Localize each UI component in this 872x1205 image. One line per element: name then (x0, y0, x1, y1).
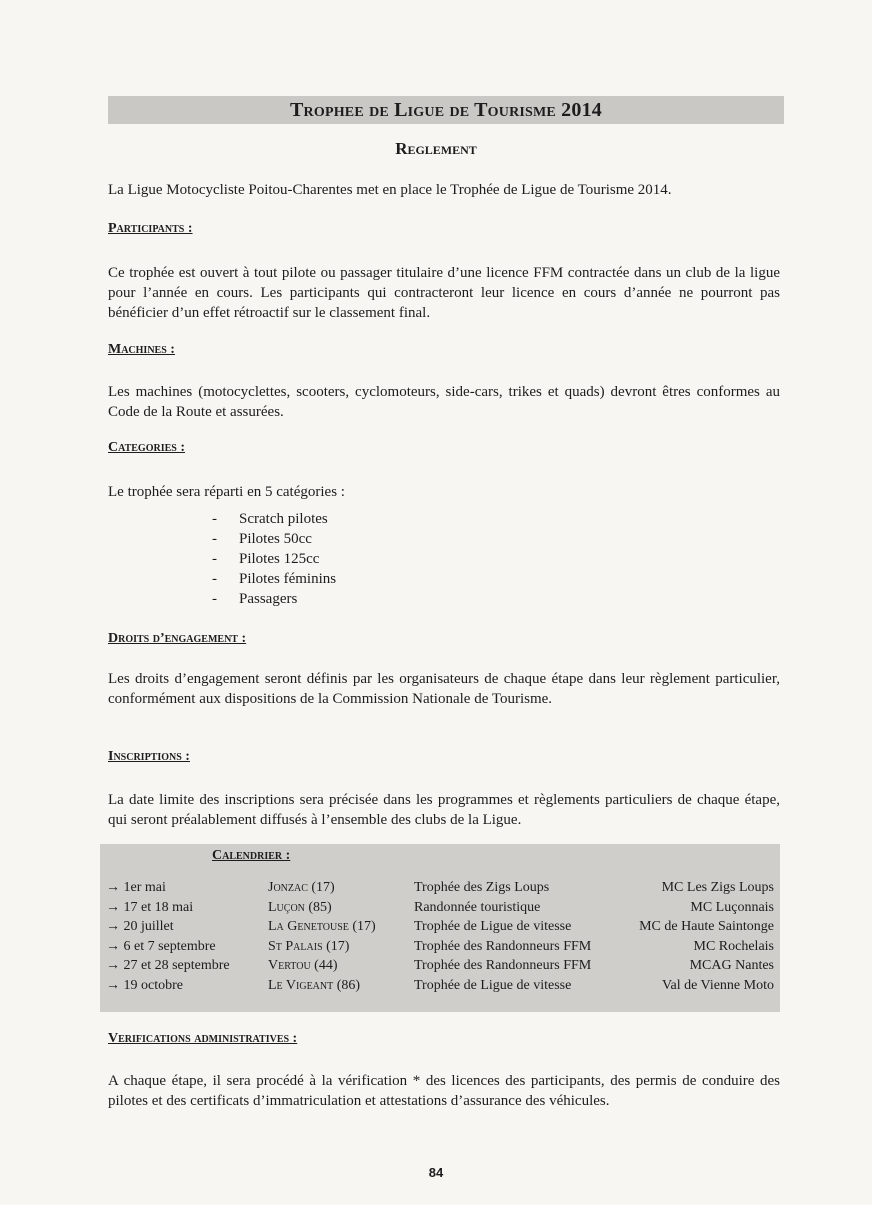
verifications-heading: Verifications administratives : (108, 1031, 298, 1046)
calendar-date: → 19 octobre (106, 977, 183, 993)
title-banner (108, 96, 784, 124)
page-subtitle: Reglement (395, 139, 477, 158)
machines-heading: Machines : (108, 342, 175, 357)
calendar-date: → 20 juillet (106, 919, 174, 934)
categories-list (212, 509, 336, 609)
table-row (106, 880, 774, 900)
calendar-lieu: St Palais (17) (268, 938, 350, 954)
droits-text: Les droits d’engagement seront définis par les organisateurs de chaque étape dans leur règlement particulier, conformément aux dispositions de la Commission Nationale de Tourisme. (108, 671, 780, 707)
page-title: Trophee de Ligue de Tourisme 2014 (290, 99, 602, 121)
droits-heading: Droits d’engagement : (108, 631, 247, 646)
calendar-lieu: Vertou (44) (268, 958, 338, 973)
categories-text: Le trophée sera réparti en 5 catégories : (108, 484, 345, 500)
list-item: - Passagers (212, 589, 336, 609)
calendar-lieu: Luçon (85) (268, 899, 332, 915)
calendar-club: MC Les Zigs Loups (661, 880, 774, 895)
intro-text: La Ligue Motocycliste Poitou-Charentes met en place le Trophée de Ligue de Tourisme 2014. (108, 182, 672, 198)
calendar-club: Val de Vienne Moto (661, 977, 774, 993)
categories-heading: Categories : (108, 440, 185, 455)
calendar-epreuve: Trophée des Zigs Loups (414, 880, 550, 895)
page-number: 84 (428, 1165, 444, 1180)
inscriptions-heading: Inscriptions : (108, 749, 190, 764)
calendar-club: MC Rochelais (693, 938, 774, 954)
table-row (106, 900, 774, 920)
table-row (106, 919, 774, 939)
calendar-epreuve: Randonnée touristique (414, 899, 541, 915)
calendar-date: → 17 et 18 mai (106, 899, 194, 915)
list-item: - Scratch pilotes (212, 509, 336, 529)
calendar-lieu: La Genetouse (17) (268, 919, 376, 934)
calendar-club: MC de Haute Saintonge (639, 919, 774, 934)
inscriptions-text: La date limite des inscriptions sera précisée dans les programmes et règlements particuliers de chaque étape, qui seront préalablement diffusés à l’ensemble des clubs de la Ligue. (108, 792, 780, 828)
calendar-epreuve: Trophée de Ligue de vitesse (414, 977, 572, 993)
calendar-heading: Calendrier : (212, 848, 291, 863)
calendar-date: → 27 et 28 septembre (106, 958, 230, 973)
calendar-epreuve: Trophée des Randonneurs FFM (414, 938, 592, 954)
verifications-text: A chaque étape, il sera procédé à la vérification * des licences des participants, des permis de conduire des pilotes et des certificats d’immatriculation et attestations d’assurance des véhicules. (108, 1073, 780, 1109)
calendar-date: → 6 et 7 septembre (106, 938, 216, 954)
table-row (106, 978, 774, 998)
participants-text: Ce trophée est ouvert à tout pilote ou passager titulaire d’une licence FFM contractée dans un club de la ligue pour l’année en cours. Les participants qui contracteront leur licence en cours d’année ne pourront pas bénéficier d’un effet rétroactif sur le classement final. (108, 265, 780, 321)
table-row (106, 958, 774, 978)
calendar-date: → 1er mai (106, 880, 166, 895)
calendar-epreuve: Trophée des Randonneurs FFM (414, 958, 592, 973)
calendar-epreuve: Trophée de Ligue de vitesse (414, 919, 572, 934)
calendar-club: MC Luçonnais (690, 899, 774, 915)
calendar-lieu: Le Vigeant (86) (268, 977, 361, 993)
machines-text: Les machines (motocyclettes, scooters, cyclomoteurs, side-cars, trikes et quads) devront êtres conformes au Code de la Route et assurées. (108, 384, 780, 420)
list-item: - Pilotes féminins (212, 569, 336, 589)
list-item: - Pilotes 125cc (212, 549, 336, 569)
calendar-lieu: Jonzac (17) (268, 880, 335, 895)
participants-heading: Participants : (108, 221, 193, 236)
calendar-club: MCAG Nantes (689, 958, 774, 973)
table-row (106, 939, 774, 959)
calendar-table (106, 880, 774, 997)
list-item: - Pilotes 50cc (212, 529, 336, 549)
